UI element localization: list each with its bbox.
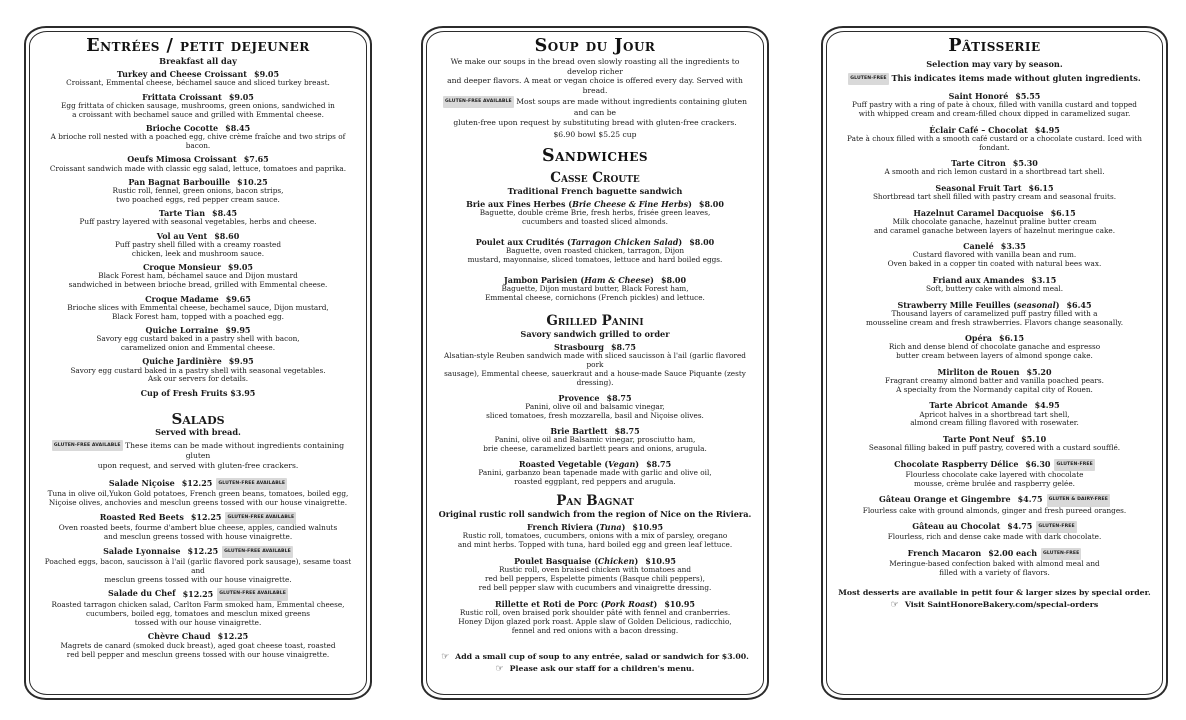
patisserie-subtitle: Selection may vary by season. [926,59,1063,69]
patisserie-gf-note: GLUTEN-FREE This indicates items made without gluten ingredients. [850,73,1141,83]
menu-item [40,262,356,290]
gluten-free-badge: GLUTEN-FREE AVAILABLE [217,588,288,600]
entrees-subtitle: Breakfast all day [159,56,237,66]
menu-item-description: Savory egg custard baked in a pastry shell with bacon, [96,334,300,344]
menu-item-description: Croissant, Emmental cheese, béchamel sauce and sliced turkey breast. [66,78,330,88]
menu-item-name [40,546,356,558]
menu-item-description: two poached eggs, red pepper cream sauce. [116,194,280,204]
menu-item [837,275,1152,294]
menu-item-price: $6.15 [1050,207,1076,218]
special-order-note: Most desserts are available in petit four & larger sizes by special order. [838,588,1151,598]
menu-item-description: A specialty from the Normandy capital city of Rouen. [896,384,1093,394]
pointing-hand-icon: ☞ [441,651,450,662]
menu-item-subtitle: Pork Roast [604,598,654,609]
menu-item-title: Tarte Tian [158,208,206,219]
menu-item [40,154,356,173]
menu-item [437,556,753,593]
menu-item-subtitle: Brie Cheese & Fine Herbs [572,198,689,209]
menu-item [40,177,356,205]
menu-item-title: Poulet aux Crudités [475,236,565,247]
menu-item-description: mousse, crème brulée and raspberry gelée. [913,478,1076,488]
menu-item-description: A brioche roll nested with a poached egg, chive crème fraîche and two strips of bacon. [50,132,346,151]
menu-item-description: almond cream filling flavored with rosewater. [910,418,1079,428]
menu-item [837,400,1152,428]
menu-item [837,300,1152,328]
menu-item [40,356,356,384]
menu-item-price: $12.25 [187,545,219,556]
menu-item-description: red bell pepper slaw with cucumbers and vinaigrette dressing. [478,582,712,592]
casse-croute-title: Casse Croute [550,169,640,186]
menu-item [837,521,1152,542]
menu-item-description: caramelized onion and Emmental cheese. [120,343,276,353]
menu-item-description: Brioche slices with Emmental cheese, bechamel sauce, Dijon mustard, [67,302,329,312]
menu-item [837,434,1152,453]
menu-item-description: Oven baked in a copper tin coated with natural bees wax. [887,259,1102,269]
menu-item-name: Rillette et Roti de Porc (Pork Roast) $10.95 [495,598,695,609]
salads-note: GLUTEN-FREE AVAILABLE These items can be made without ingredients containing gluten upon request, and served with gluten-free crackers. [53,440,345,470]
menu-item-title: Hazelnut Caramel Dacquoise [913,207,1044,218]
pan-bagnat-subtitle: Original rustic roll sandwich from the region of Nice on the Riviera. [438,508,752,519]
menu-item [837,91,1152,119]
menu-item-description: Panini, garbanzo bean tapenade made with garlic and olive oil, [478,467,712,477]
menu-item-description: mustard, mayonnaise, sliced tomatoes, lettuce and hard boiled eggs. [467,254,723,264]
menu-item-description: Milk chocolate ganache, hazelnut praline butter cream [892,216,1097,226]
menu-item-description: Savory egg custard baked in a pastry shell with seasonal vegetables. [70,365,326,375]
menu-item [437,275,753,303]
menu-item-title: Turkey and Cheese Croissant [116,69,248,79]
menu-item [40,294,356,322]
menu-item-price: $9.95 [228,356,254,367]
menu-item [40,208,356,227]
menu-item-name [40,154,356,164]
menu-item-price: $8.00 [660,274,687,285]
pointing-hand-icon: ☞ [890,600,899,611]
menu-item-title: Friand aux Amandes [932,274,1025,285]
menu-item-title: Poulet Basquaise [514,555,592,566]
menu-item-description: roasted eggplant, red peppers and arugula. [514,476,676,486]
menu-item-title: Seasonal Fruit Tart [935,182,1022,193]
menu-item [837,158,1152,177]
menu-item-subtitle: Tarragon Chicken Salad [570,236,679,247]
gluten-free-badge: GLUTEN-FREE AVAILABLE [216,478,287,490]
menu-item-name: French Riviera (Tuna) $10.95 [526,521,664,532]
menu-item-description: butter cream between layers of almond sponge cake. [896,351,1093,361]
menu-item [437,599,753,636]
menu-item-description: Alsatian-style Reuben sandwich made with sliced saucisson à l'ail (garlic flavored pork [444,351,746,369]
menu-item-price: $9.05 [254,69,280,79]
menu-item-subtitle: Chicken [597,555,635,566]
menu-item [40,231,356,259]
menu-item-price: $8.75 [606,392,632,403]
menu-item [837,548,1152,578]
menu-item-price: $5.20 [1026,366,1052,377]
menu-item-title: Saint Honoré [948,91,1009,101]
menu-item-description: Custard flavored with vanilla bean and rum. [912,250,1077,260]
menu-item-description: Flourless, rich and dense cake made with dark chocolate. [887,532,1102,542]
menu-item [40,631,356,659]
menu-item-title: Chèvre Chaud [147,631,211,642]
gluten-free-badge: GLUTEN-FREE [848,73,888,85]
menu-item-name: Jambon Parisien (Ham & Cheese) $8.00 [503,274,687,285]
menu-item-description: Soft, buttery cake with almond meal. [925,284,1064,294]
menu-item [837,208,1152,236]
menu-item [40,478,356,508]
menu-item-subtitle: seasonal [1017,299,1056,310]
menu-item-title: Quiche Jardinière [142,356,222,367]
menu-item-title: Tarte Pont Neuf [942,433,1015,444]
sandwiches-title: Sandwiches [541,145,649,166]
menu-item-price: $10.25 [237,176,268,187]
menu-item-title: Tarte Abricot Amande [929,400,1028,411]
patisserie-title: Pâtisserie [948,36,1041,56]
entrees-panel [24,26,372,700]
menu-item-description: Black Forest ham, topped with a poached egg. [111,311,284,321]
menu-item-price: $4.95 [1034,124,1060,135]
menu-item-title: Salade du Chef [108,588,176,599]
special-orders-link[interactable]: ☞ Visit SaintHonoreBakery.com/special-orders [890,600,1099,611]
menu-item-description: Croissant sandwich made with classic egg salad, lettuce, tomatoes and paprika. [49,163,347,173]
menu-item-title: Gâteau au Chocolat [912,521,1001,532]
menu-item-name: Poulet aux Crudités (Tarragon Chicken Salad) $8.00 [475,236,715,247]
menu-item-description: Rustic roll, oven braised pork shoulder pâté with fennel and cranberries. [459,607,731,617]
menu-item-description: Panini, olive oil and balsamic vinegar, [525,401,665,411]
menu-item-title: Brie Bartlett [550,425,608,436]
menu-item-price: $8.75 [614,425,640,436]
menu-item-price: $6.15 [999,333,1025,344]
menu-item-title: Tarte Citron [951,158,1006,169]
menu-item-name: Roasted Vegetable (Vegan) $8.75 [518,458,672,469]
menu-item-price: $10.95 [645,555,676,566]
menu-item [437,199,753,227]
menu-item-title: Brioche Cocotte [145,122,219,133]
menu-item-description: Shortbread tart shell filled with pastry cream and seasonal fruits. [872,192,1117,202]
menu-item [437,342,753,388]
menu-item-description: and mint herbs. Topped with tuna, hard boiled egg and green leaf lettuce. [457,539,733,549]
menu-item [837,333,1152,361]
menu-item-description: Rustic roll, oven braised chicken with tomatoes and [498,564,692,574]
menu-item-description: brie cheese, caramelized bartlett pears and onions, arugula. [483,443,707,453]
menu-item-description: Egg frittata of chicken sausage, mushrooms, green onions, sandwiched in [61,100,335,110]
menu-item-price: $6.15 [1028,182,1054,193]
menu-item-price: $4.75 [1007,521,1033,532]
menu-item-title: Vol au Vent [156,230,208,241]
menu-item-title: Roasted Red Beets [99,511,184,522]
menu-item-description: Puff pastry shell filled with a creamy roasted [114,239,282,249]
menu-item-name: Strawberry Mille Feuilles (seasonal) $6.45 [897,299,1092,310]
menu-item-description: red bell pepper and mesclun greens tossed with our house vinaigrette. [66,649,330,659]
menu-item-title: Chocolate Raspberry Délice [894,458,1019,469]
menu-item-name [837,494,1152,506]
menu-item-description: Poached eggs, bacon, saucisson à l'ail (garlic flavored pork sausage), sesame toast and [44,556,352,575]
menu-item-title: Quiche Lorraine [145,324,219,335]
entrees-title: Entrées / petit dejeuner [86,36,310,56]
menu-item [437,459,753,487]
menu-item-title: Salade Lyonnaise [103,545,181,556]
menu-item [40,588,356,627]
menu-item-price: $7.65 [243,154,269,165]
menu-item [837,459,1152,489]
menu-item-price: $6.45 [1066,299,1092,310]
menu-item-name [40,588,356,600]
menu-item [437,393,753,421]
menu-item-description: Baguette, oven roasted chicken, tarragon, Dijon [505,245,685,255]
menu-item [40,69,356,88]
menu-item-description: a croissant with bechamel sauce and grilled with Emmental cheese. [72,109,324,119]
menu-item [437,522,753,550]
menu-item [837,125,1152,153]
menu-item-description: Honey Dijon glazed pork roast. Apple slaw of Golden Delicious, radicchio, [458,616,732,626]
menu-item-description: mousseline cream and fresh strawberries. Flavors change seasonally. [865,317,1124,327]
gluten-free-badge: GLUTEN-FREE [1041,548,1081,560]
menu-item-title: Strasbourg [554,341,604,352]
menu-item-title: French Macaron [907,547,982,558]
menu-item-description: red bell peppers, Espelette piments (Basque chili peppers), [485,573,705,583]
menu-item-price: $5.10 [1021,433,1047,444]
menu-item-price: $3.35 [1000,241,1026,252]
soup-prices: $6.90 bowl $5.25 cup [553,130,637,140]
menu-item-price: $4.95 [1034,400,1060,411]
menu-item-description: Baguette, Dijon mustard butter, Black Forest ham, [501,283,689,293]
menu-item-price: $9.65 [225,293,251,304]
menu-item-title: Brie aux Fines Herbes [466,198,566,209]
menu-item-price: $8.00 [698,198,724,209]
gluten-free-badge: GLUTEN-FREE AVAILABLE [52,440,123,452]
menu-item-title: Jambon Parisien [503,274,578,285]
menu-item-description: fennel and red onions with a bacon dressing. [511,625,679,635]
menu-item-price: $8.75 [610,341,636,352]
menu-item-description: Roasted tarragon chicken salad, Carlton Farm smoked ham, Emmental cheese, [51,599,345,609]
menu-item-description: Emmental cheese, cornichons (French pickles) and lettuce. [485,292,705,302]
menu-item-description: filled with a variety of flavors. [939,567,1050,577]
pan-bagnat-list [437,522,753,636]
panini-subtitle: Savory sandwich grilled to order [520,328,670,339]
menu-item-price: $4.75 [1017,494,1043,505]
menu-item-name: Poulet Basquaise (Chicken) $10.95 [514,555,676,566]
menu-item-price: $8.60 [214,230,240,241]
menu-item [40,546,356,585]
menu-item-title: Provence [558,392,600,403]
soup-addon-note: ☞ Add a small cup of soup to any entrée, salad or sandwich for $3.00. [441,651,749,662]
menu-item-description: A smooth and rich lemon custard in a shortbread tart shell. [884,167,1105,177]
menu-item-title: Croque Monsieur [143,262,221,273]
menu-item-description: sandwiched in between brioche bread, grilled with Emmental cheese. [68,280,328,290]
menu-item-description: Tuna in olive oil,Yukon Gold potatoes, French green beans, tomatoes, boiled egg, [47,488,349,498]
gluten-free-badge: GLUTEN-FREE [1036,521,1076,533]
menu-item-description: Rich and dense blend of chocolate ganache and espresso [888,342,1101,352]
menu-item-title: Croque Madame [145,293,219,304]
menu-item-title: French Riviera [526,521,593,532]
menu-item-description: and caramel ganache between layers of hazelnut meringue cake. [873,225,1116,235]
menu-item-price: $6.30 [1025,458,1051,469]
menu-item-price: $5.30 [1012,158,1038,169]
menu-item [40,512,356,542]
menu-item-description: chicken, leek and mushroom sauce. [131,248,265,258]
menu-item-description: Oven roasted beets, fourme d'ambert blue cheese, apples, candied walnuts [58,522,338,532]
menu-item-description: Rustic roll, fennel, green onions, bacon strips, [112,186,284,196]
menu-item-price: $9.05 [227,262,253,273]
menu-item-title: Rillette et Roti de Porc [495,598,598,609]
menu-item-price: $10.95 [664,598,695,609]
menu-item [837,183,1152,202]
menu-item-price: $8.00 [689,236,715,247]
patisserie-panel [821,26,1168,700]
menu-item-description: Thousand layers of caramelized puff pastry filled with a [891,308,1098,318]
menu-item-price: $12.25 [181,477,213,488]
menu-item-title: Canelé [963,241,994,252]
menu-item-description: Fragrant creamy almond batter and vanilla poached pears. [885,375,1104,385]
menu-item-title: Gâteau Orange et Gingembre [879,494,1011,505]
salads-list [40,478,356,660]
menu-item-description: sausage), Emmental cheese, sauerkraut and a house-made Sauce Piquante (zesty dressing). [444,368,746,387]
menu-item-description: Panini, olive oil and Balsamic vinegar, prosciutto ham, [494,434,696,444]
menu-item-description: Ask our servers for details. [147,374,249,384]
menu-item-title: Salade Niçoise [108,477,175,488]
menu-item-title: Roasted Vegetable [518,458,602,469]
pointing-hand-icon: ☞ [495,663,504,674]
menu-item-price: $8.75 [646,458,672,469]
menu-item-description: Puff pastry with a ring of pate à choux, filled with vanilla custard and topped [852,100,1137,110]
menu-item [837,494,1152,515]
menu-item-price: $12.25 [190,511,222,522]
menu-item-description: with whipped cream and cream-filled choux dipped in caramelized sugar. [858,109,1131,119]
menu-item-description: Magrets de canard (smoked duck breast), aged goat cheese toast, roasted [60,640,336,650]
menu-item-title: Pan Bagnat Barbouille [128,176,231,187]
menu-item-price: $5.55 [1015,91,1041,101]
menu-item-description: Apricot halves in a shortbread tart shell, [919,409,1070,419]
menu-item [40,92,356,120]
menu-item-description: Pate à choux filled with a smooth café custard or a chocolate custard. Iced with fondant. [847,133,1142,152]
entrees-list [40,69,356,384]
menu-item-price: $9.95 [225,324,251,335]
menu-item-price: $2.00 each [988,547,1038,558]
menu-item [437,237,753,265]
menu-item-name [40,512,356,524]
menu-item-title: Éclair Café – Chocolat [929,124,1028,135]
panini-title: Grilled Panini [546,312,644,329]
menu-item-description: Meringue-based confection baked with almond meal and [889,558,1100,568]
menu-item-name: Brie aux Fines Herbes (Brie Cheese & Fine Herbs) $8.00 [466,198,724,209]
menu-item-name [40,478,356,490]
salads-title: Salads [171,409,225,428]
menu-item-description: Flourless chocolate cake layered with chocolate [905,469,1084,479]
pan-bagnat-title: Pan Bagnat [556,492,634,509]
pastry-list [837,91,1152,578]
menu-item-description: Seasonal filling baked in puff pastry, covered with a custard soufflé. [868,443,1121,453]
menu-item [837,241,1152,269]
menu-item-description: mesclun greens tossed with our house vinaigrette. [104,574,292,584]
gluten-free-badge: GLUTEN & DAIRY-FREE [1047,494,1110,506]
gluten-free-badge: GLUTEN-FREE AVAILABLE [222,546,293,558]
menu-item-price: $12.25 [182,588,214,599]
menu-item-title: Opéra [964,333,992,344]
menu-item-description: and mesclun greens tossed with house vinaigrette. [103,531,293,541]
menu-item-subtitle: Ham & Cheese [584,274,651,285]
menu-item-description: tossed with our house vinaigrette. [134,617,262,627]
soup-note: We make our soups in the bread oven slowly roasting all the ingredients to develop richer and deeper flavors. A meat or vegan choice is offered every day. Served with bread. [447,57,743,95]
menu-item-subtitle: Vegan [608,458,636,469]
gluten-free-badge: GLUTEN-FREE AVAILABLE [443,96,514,108]
soup-title: Soup du Jour [534,36,656,56]
menu-item-description: Black Forest ham, béchamel sauce and Dijon mustard [98,271,298,281]
menu-item-title: Oeufs Mimosa Croissant [127,154,237,165]
menu-item-description: cucumbers and toasted sliced almonds. [522,216,668,226]
menu-item-description: sliced tomatoes, fresh mozzarella, basil and Niçoise olives. [486,410,704,420]
menu-item [437,426,753,454]
menu-item-description: Flourless cake with ground almonds, ginger and fresh pureed oranges. [862,505,1127,515]
menu-item-title: Strawberry Mille Feuilles [897,299,1011,310]
menu-item [40,325,356,353]
menu-item-price: $9.05 [228,91,254,102]
panini-list [437,342,753,487]
menu-item [837,367,1152,395]
casse-croute-subtitle: Traditional French baguette sandwich [507,185,683,196]
menu-item-description: Rustic roll, tomatoes, cucumbers, onions with a mix of parsley, oregano [462,530,728,540]
menu-item-price: $8.45 [225,122,251,133]
childrens-menu-note: ☞ Please ask our staff for a children's menu. [495,663,695,674]
menu-item-title: Frittata Croissant [142,91,222,102]
menu-item-description: Puff pastry layered with seasonal vegetables, herbs and cheese. [79,217,317,227]
casse-croute-list [437,199,753,303]
soup-gluten-note: GLUTEN-FREE AVAILABLE Most soups are made without ingredients containing gluten and can be gluten-free upon request by substituting bread with gluten-free crackers. [445,97,747,127]
menu-item-price: $3.15 [1031,274,1057,285]
menu-item-description: Baguette, double crème Brie, fresh herbs, frisée green leaves, [479,207,711,217]
fresh-fruits-item: Cup of Fresh Fruits $3.95 [140,387,256,398]
menu-item-price: $12.25 [217,631,249,642]
gluten-free-badge: GLUTEN-FREE [1054,459,1094,471]
menu-item-description: cucumbers, boiled egg, tomatoes and mesclun mixed greens [85,608,311,618]
menu-item-price: $8.45 [212,208,238,219]
menu-item-title: Mirliton de Rouen [937,366,1020,377]
menu-item-price: $10.95 [632,521,664,532]
menu-item-subtitle: Tuna [599,521,622,532]
sandwiches-panel [421,26,769,700]
gluten-free-badge: GLUTEN-FREE AVAILABLE [225,512,296,524]
salads-subtitle: Served with bread. [155,426,241,437]
menu-item-description: Niçoise olives, anchovies and mesclun greens tossed with our house vinaigrette. [48,497,348,507]
menu-item [40,123,356,151]
